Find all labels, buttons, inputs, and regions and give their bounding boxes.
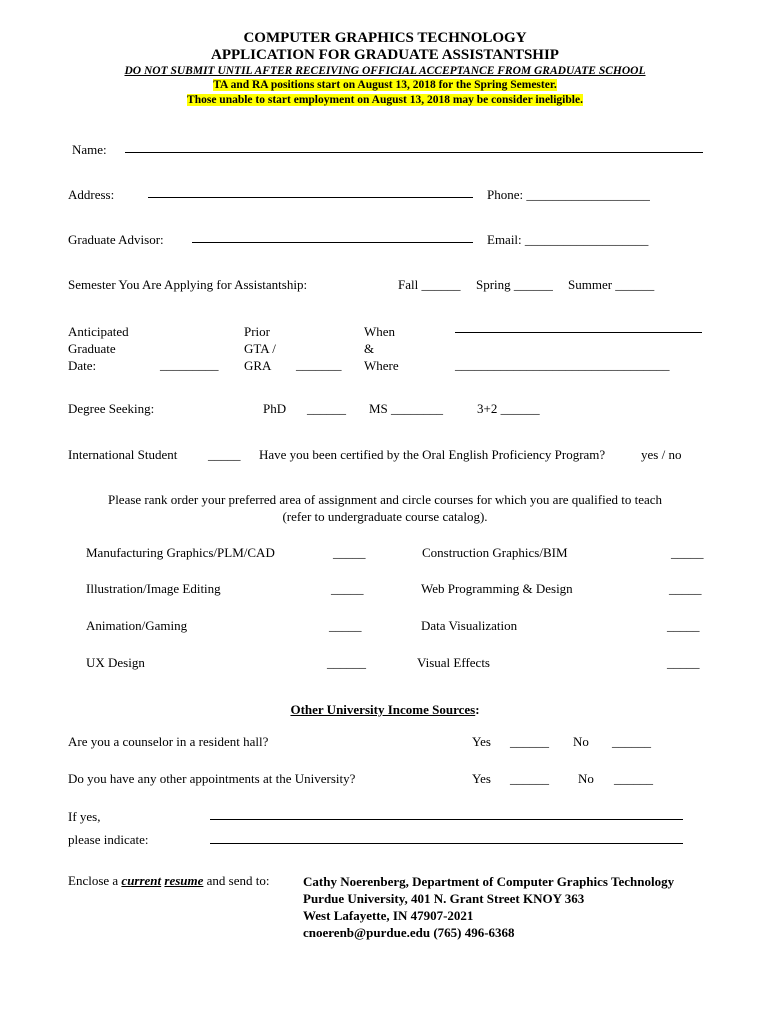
ranking-instruction-1: Please rank order your preferred area of assignment and circle courses for which you are qualified to teach (107, 492, 663, 507)
when-where-field-1[interactable] (455, 332, 702, 333)
ranking-instruction-2: (refer to undergraduate course catalog). (282, 509, 488, 524)
appointments-yes-label: Yes (472, 771, 491, 786)
spring-option[interactable]: Spring ______ (476, 277, 553, 292)
enclose-instruction: Enclose a current resume and send to: (68, 873, 270, 888)
anticipated-date-field[interactable]: _________ (160, 357, 219, 372)
oral-english-question: Have you been certified by the Oral English Proficiency Program? (259, 447, 606, 462)
area-manufacturing-label: Manufacturing Graphics/PLM/CAD (86, 545, 275, 560)
area-web-label: Web Programming & Design (421, 581, 573, 596)
address-field[interactable] (148, 197, 473, 198)
area-ux-label: UX Design (86, 655, 145, 670)
area-ux-rank[interactable]: ______ (327, 655, 366, 670)
appointments-no-label: No (578, 771, 594, 786)
prior-gta-gra-label: Prior GTA / GRA (244, 324, 276, 373)
semester-label: Semester You Are Applying for Assistantship: (68, 277, 308, 292)
area-manufacturing-rank[interactable]: _____ (333, 545, 366, 560)
phd-label: PhD (263, 401, 287, 416)
international-field[interactable]: _____ (208, 447, 241, 462)
phd-field[interactable]: ______ (307, 401, 346, 416)
fall-option[interactable]: Fall ______ (398, 277, 461, 292)
name-field[interactable] (125, 152, 703, 153)
area-dataviz-label: Data Visualization (421, 618, 518, 633)
notice-2: Those unable to start employment on August 13, 2018 may be consider ineligible. (187, 94, 583, 106)
form-title-1: COMPUTER GRAPHICS TECHNOLOGY (243, 30, 527, 46)
international-label: International Student (68, 447, 178, 462)
area-animation-rank[interactable]: _____ (329, 618, 362, 633)
counselor-yes-label: Yes (472, 734, 491, 749)
area-illustration-rank[interactable]: _____ (331, 581, 364, 596)
anticipated-graduate-date-label: Anticipated Graduate Date: (68, 324, 129, 373)
name-label: Name: (72, 142, 107, 157)
appointments-question: Do you have any other appointments at the University? (68, 771, 356, 786)
area-web-rank[interactable]: _____ (669, 581, 702, 596)
area-construction-label: Construction Graphics/BIM (422, 545, 568, 560)
ms-option[interactable]: MS ________ (369, 401, 444, 416)
form-title-2: APPLICATION FOR GRADUATE ASSISTANTSHIP (211, 47, 559, 63)
area-vfx-rank[interactable]: _____ (667, 655, 700, 670)
counselor-no-field[interactable]: ______ (612, 734, 651, 749)
counselor-question: Are you a counselor in a resident hall? (68, 734, 269, 749)
area-construction-rank[interactable]: _____ (671, 545, 704, 560)
area-dataviz-rank[interactable]: _____ (667, 618, 700, 633)
area-animation-label: Animation/Gaming (86, 618, 188, 633)
plus2-option[interactable]: 3+2 ______ (477, 401, 540, 416)
area-illustration-label: Illustration/Image Editing (86, 581, 221, 596)
indicate-field-2[interactable] (210, 843, 683, 844)
degree-label: Degree Seeking: (68, 401, 155, 416)
when-where-field-2[interactable]: _________________________________ (455, 357, 670, 372)
summer-option[interactable]: Summer ______ (568, 277, 655, 292)
appointments-no-field[interactable]: ______ (614, 771, 653, 786)
when-where-label: When & Where (364, 324, 399, 373)
address-label: Address: (68, 187, 115, 202)
please-indicate-label: please indicate: (68, 832, 149, 847)
area-vfx-label: Visual Effects (417, 655, 490, 670)
advisor-field[interactable] (192, 242, 473, 243)
notice-1: TA and RA positions start on August 13, 2018 for the Spring Semester. (213, 79, 557, 91)
phone-field[interactable]: Phone: ___________________ (487, 187, 650, 202)
prior-gta-field[interactable]: _______ (296, 357, 342, 372)
counselor-no-label: No (573, 734, 589, 749)
warning-text: DO NOT SUBMIT UNTIL AFTER RECEIVING OFFICIAL ACCEPTANCE FROM GRADUATE SCHOOL (124, 65, 646, 77)
indicate-field-1[interactable] (210, 819, 683, 820)
advisor-label: Graduate Advisor: (68, 232, 164, 247)
mailing-address: Cathy Noerenberg, Department of Computer Graphics Technology Purdue University, 401 N. Grant Street KNOY 363 West Lafayette, IN 47907-2021 cnoerenb@purdue.edu (765) 496-6368 (303, 874, 675, 940)
if-yes-label: If yes, (68, 809, 101, 824)
counselor-yes-field[interactable]: ______ (510, 734, 549, 749)
email-field[interactable]: Email: ___________________ (487, 232, 649, 247)
appointments-yes-field[interactable]: ______ (510, 771, 549, 786)
other-income-heading: Other University Income Sources: (290, 702, 480, 717)
oral-english-yes-no[interactable]: yes / no (641, 447, 682, 462)
